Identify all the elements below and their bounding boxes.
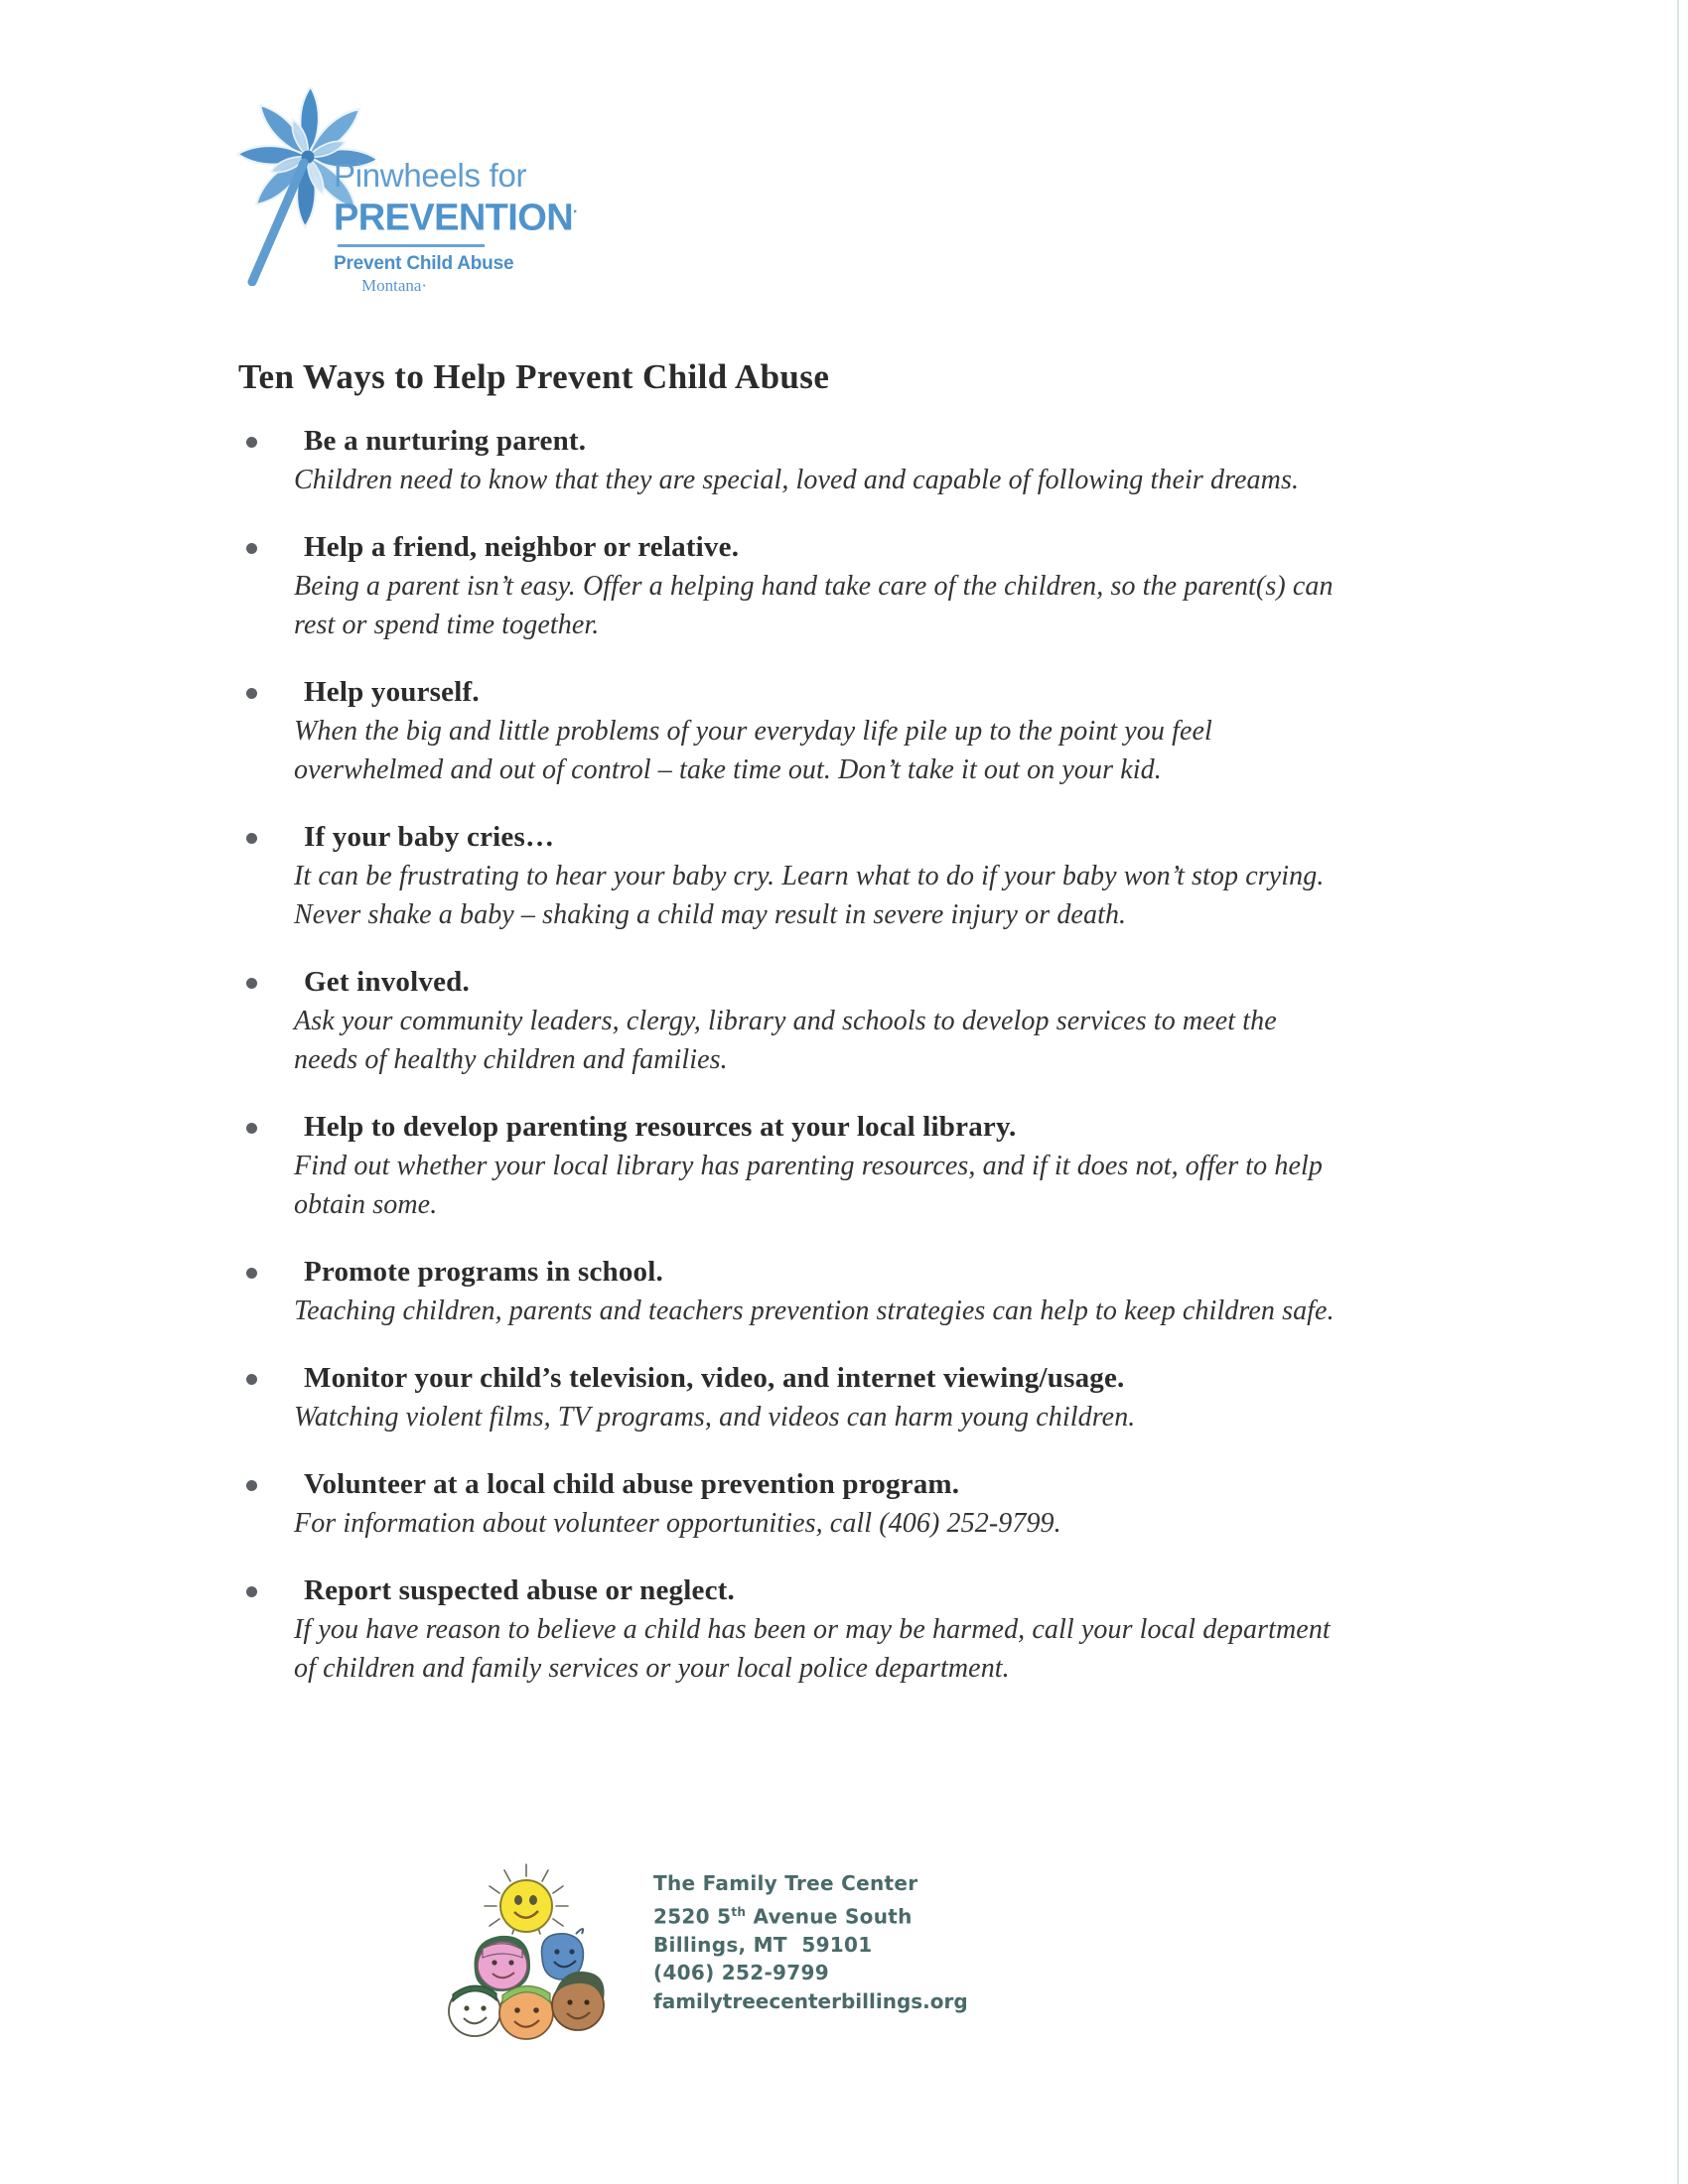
tip-body: Watching violent films, TV programs, and videos can harm young children.: [294, 1402, 1136, 1433]
page-title: Ten Ways to Help Prevent Child Abuse: [238, 357, 830, 397]
tip-heading: Help a friend, neighbor or relative.: [304, 531, 740, 563]
tip-heading: Report suspected abuse or neglect.: [304, 1574, 735, 1606]
bullet-icon: [246, 1586, 257, 1597]
tip-body: When the big and little problems of your everyday life pile up to the point you feel overwhelmed and out of control – take time out. Don’t take it out on your kid.: [294, 716, 1212, 785]
bullet-icon: [246, 1268, 257, 1279]
list-item: [234, 818, 1346, 934]
tip-body: Children need to know that they are special, loved and capable of following their dreams.: [294, 465, 1300, 495]
list-item: [234, 1359, 1346, 1436]
tip-heading: Help yourself.: [304, 676, 480, 708]
city-state-zip: Billings, MT 59101: [653, 1932, 873, 1957]
list-item: [234, 1571, 1346, 1688]
phone-number: (406) 252-9799: [653, 1961, 829, 1985]
tip-heading: Monitor your child’s television, video, and internet viewing/usage.: [304, 1362, 1125, 1394]
tips-list: [234, 422, 1346, 1716]
tip-body: It can be frustrating to hear your baby cry. Learn what to do if your baby won’t stop crying. Never shake a baby – shaking a child may result in severe injury or death.: [294, 861, 1325, 930]
tip-body: Find out whether your local library has parenting resources, and if it does not, offer to help obtain some.: [294, 1151, 1323, 1220]
logo-line-prevent-child-abuse: Prevent Child Abuse: [334, 252, 514, 274]
contact-details: [653, 1869, 968, 2015]
list-item: [234, 1253, 1346, 1330]
list-item: [234, 963, 1346, 1079]
tip-body: Teaching children, parents and teachers prevention strategies can help to keep children safe.: [294, 1296, 1335, 1326]
website-link[interactable]: familytreecenterbillings.org: [653, 1988, 968, 2013]
bullet-icon: [246, 437, 257, 448]
children-faces-with-sun-icon: [427, 1854, 626, 2043]
tip-heading: Promote programs in school.: [304, 1256, 663, 1288]
tip-body: If you have reason to believe a child has been or may be harmed, call your local department of children and family services or your local police department.: [294, 1614, 1331, 1684]
bullet-icon: [246, 833, 257, 844]
prevention-logo: [236, 87, 653, 301]
tip-body: For information about volunteer opportunities, call (406) 252-9799.: [294, 1508, 1061, 1539]
street-address: 2520 5th Avenue South: [653, 1904, 913, 1929]
list-item: [234, 1465, 1346, 1543]
logo-divider: [338, 244, 485, 247]
tip-heading: Get involved.: [304, 966, 470, 998]
bullet-icon: [246, 978, 257, 989]
logo-line-montana: Montana·: [361, 275, 428, 295]
org-name: The Family Tree Center: [653, 1871, 918, 1895]
bullet-icon: [246, 543, 257, 554]
list-item: [234, 528, 1346, 644]
list-item: [234, 673, 1346, 789]
tip-heading: Be a nurturing parent.: [304, 425, 587, 457]
tip-body: Ask your community leaders, clergy, library and schools to develop services to meet the needs of healthy children and families.: [294, 1006, 1277, 1075]
bullet-icon: [246, 688, 257, 699]
logo-trademark: ·: [573, 204, 578, 220]
logo-line-prevention: PREVENTION·: [334, 197, 578, 239]
list-item: [234, 422, 1346, 499]
bullet-icon: [246, 1480, 257, 1491]
tip-body: Being a parent isn’t easy. Offer a helping hand take care of the children, so the parent(s) can rest or spend time together.: [294, 571, 1334, 640]
tip-heading: If your baby cries…: [304, 821, 555, 853]
bullet-icon: [246, 1374, 257, 1385]
tip-heading: Help to develop parenting resources at your local library.: [304, 1111, 1017, 1143]
tip-heading: Volunteer at a local child abuse prevention program.: [304, 1468, 960, 1500]
bullet-icon: [246, 1123, 257, 1134]
list-item: [234, 1108, 1346, 1224]
scan-margin: [1679, 0, 1688, 2184]
logo-line-pinwheels: Pinwheels for: [334, 157, 527, 194]
footer-contact-block: [427, 1854, 1122, 2083]
